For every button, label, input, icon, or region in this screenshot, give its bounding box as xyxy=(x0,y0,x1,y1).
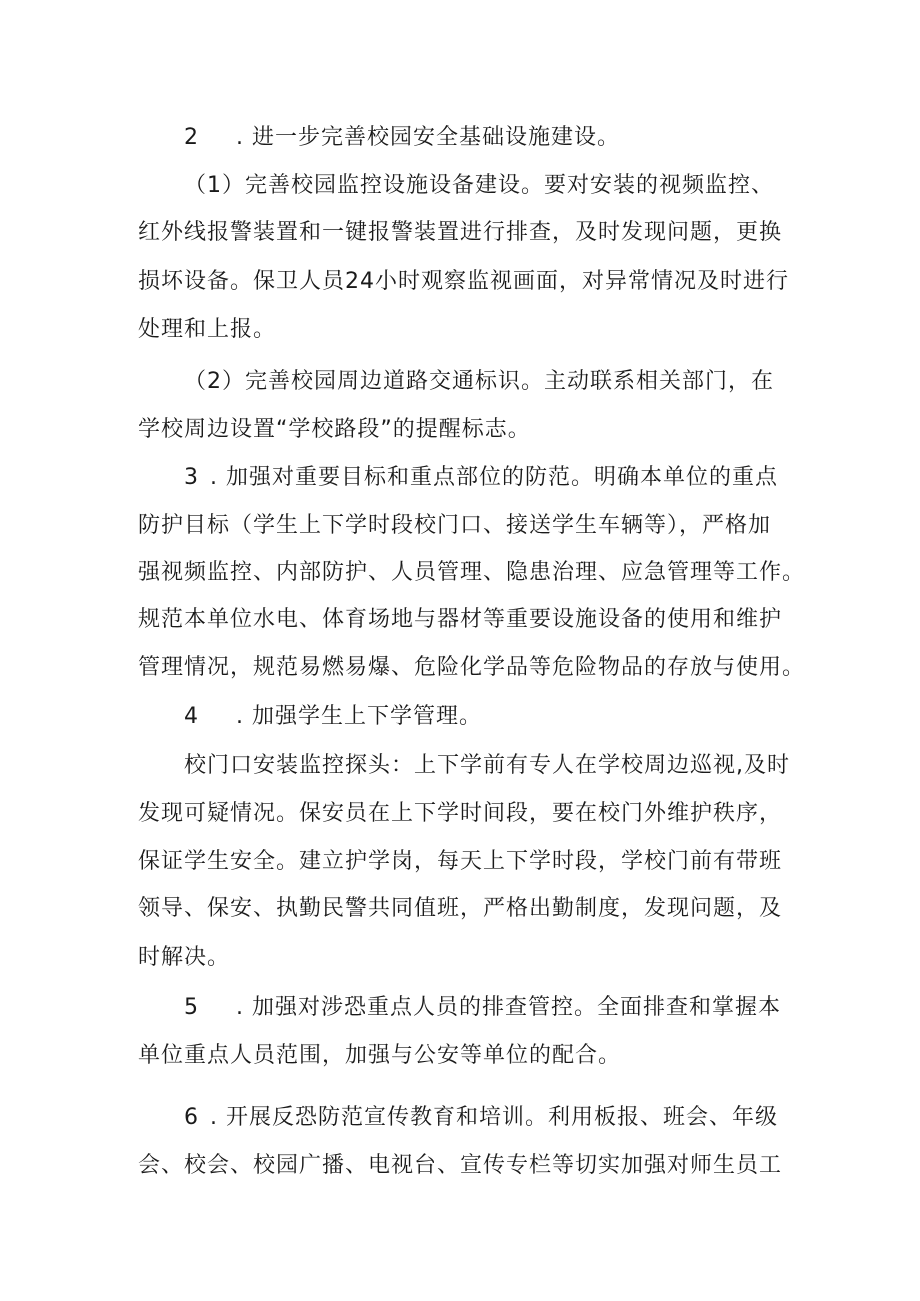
section-heading-text: . 加强对涉恐重点人员的排查管控。全面排查和掌握本 xyxy=(236,995,781,1020)
section-number: 3 xyxy=(184,465,199,490)
section-heading-text: . 加强学生上下学管理。 xyxy=(236,704,482,729)
paragraph-line: 发现可疑情况。保安员在上下学时间段，要在校门外维护秩序， xyxy=(138,801,783,826)
paragraph-line: 损坏设备。保卫人员24小时观察监视画面，对异常情况及时进行 xyxy=(138,269,789,294)
section-number: 2 xyxy=(184,125,199,150)
paragraph-line: 时解决。 xyxy=(138,945,231,970)
section-heading-text: . 加强对重要目标和重点部位的防范。明确本单位的重点 xyxy=(210,465,778,490)
section-number: 5 xyxy=(184,995,199,1020)
section-heading-text: . 开展反恐防范宣传教育和培训。利用板报、班会、年级 xyxy=(210,1105,778,1130)
section-6-heading xyxy=(184,1098,778,1138)
paragraph-line: 学校周边设置“学校路段”的提醒标志。 xyxy=(138,417,531,442)
section-number: 4 xyxy=(184,704,199,729)
paragraph-line: 单位重点人员范围，加强与公安等单位的配合。 xyxy=(138,1043,622,1068)
paragraph-line: 防护目标（学生上下学时段校门口、接送学生车辆等），严格加 xyxy=(138,513,772,538)
paragraph-line: （2）完善校园周边道路交通标识。主动联系相关部门，在 xyxy=(184,369,774,394)
section-5-heading xyxy=(184,988,781,1028)
paragraph-line: 保证学生安全。建立护学岗，每天上下学时段，学校门前有带班 xyxy=(138,849,783,874)
paragraph-line: 领导、保安、执勤民警共同值班，严格出勤制度，发现问题，及 xyxy=(138,896,783,921)
section-2-heading xyxy=(184,118,620,158)
paragraph-line: 强视频监控、内部防护、人员管理、隐患治理、应急管理等工作。 xyxy=(138,560,806,585)
paragraph-line: （1）完善校园监控设施设备建设。要对安装的视频监控、 xyxy=(184,173,774,198)
paragraph-line: 会、校会、校园广播、电视台、宣传专栏等切实加强对师生员工 xyxy=(138,1153,783,1178)
section-4-heading xyxy=(184,697,482,737)
paragraph-line: 处理和上报。 xyxy=(138,317,277,342)
paragraph-line: 校门口安装监控探头：上下学前有专人在学校周边巡视,及时 xyxy=(184,753,790,778)
paragraph-line: 规范本单位水电、体育场地与器材等重要设施设备的使用和维护 xyxy=(138,607,783,632)
paragraph-line: 管理情况，规范易燃易爆、危险化学品等危险物品的存放与使用。 xyxy=(138,655,806,680)
section-number: 6 xyxy=(184,1105,199,1130)
section-heading-text: . 进一步完善校园安全基础设施建设。 xyxy=(236,125,620,150)
paragraph-line: 红外线报警装置和一键报警装置进行排查，及时发现问题，更换 xyxy=(138,220,783,245)
section-3-heading xyxy=(184,458,778,498)
